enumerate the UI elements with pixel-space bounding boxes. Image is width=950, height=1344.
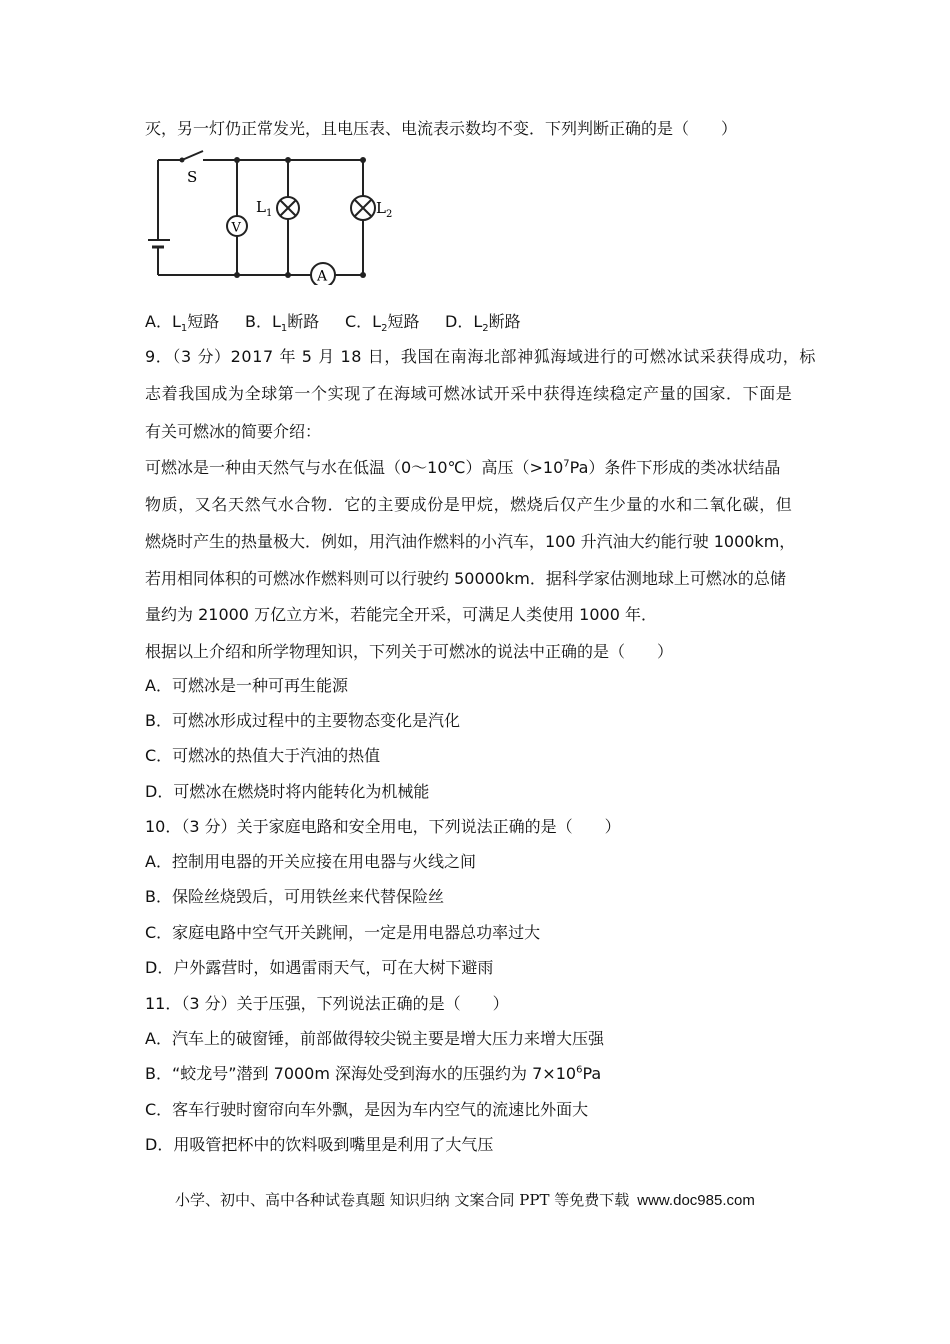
- q9-option-a: A．可燃冰是一种可再生能源: [145, 676, 348, 695]
- ammeter-label: A: [317, 268, 328, 285]
- q9-question: 根据以上介绍和所学物理知识，下列关于可燃冰的说法中正确的是（ ）: [145, 642, 674, 661]
- footer-url-link[interactable]: www.doc985.com: [637, 1192, 755, 1209]
- switch-label: S: [187, 168, 198, 186]
- q11-stem: 11．（3 分）关于压强，下列说法正确的是（ ）: [145, 994, 509, 1013]
- q9-passage-line-5: 量约为 21000 万亿立方米，若能完全开采，可满足人类使用 1000 年．: [145, 605, 657, 624]
- q11-option-c: C．客车行驶时窗帘向车外飘，是因为车内空气的流速比外面大: [145, 1100, 589, 1119]
- footer-text: 小学、初中、高中各种试卷真题 知识归纳 文案合同 PPT 等免费下载: [175, 1191, 630, 1209]
- q10-option-c: C．家庭电路中空气开关跳闸，一定是用电器总功率过大: [145, 923, 541, 942]
- q9-stem-line-3: 有关可燃冰的简要介绍：: [145, 422, 322, 441]
- circuit-diagram: [148, 150, 408, 285]
- switch-blade: [182, 151, 203, 160]
- q10-option-a: A．控制用电器的开关应接在用电器与火线之间: [145, 852, 476, 871]
- q11-option-b: B．“蛟龙号”潜到 7000m 深海处受到海水的压强约为 $7\times 10^6Pa$: [145, 1064, 602, 1083]
- q9-option-b: B．可燃冰形成过程中的主要物态变化是汽化: [145, 711, 460, 730]
- q9-passage-line-1: 可燃冰是一种由天然气与水在低温（0～10℃）高压$(>10^7Pa)$条件下形成的类冰状结晶: [145, 458, 781, 477]
- voltmeter-label: V: [231, 220, 241, 236]
- q10-option-d: D．户外露营时，如遇雷雨天气，可在大树下避雨: [145, 958, 494, 977]
- q10-stem: 10．（3 分）关于家庭电路和安全用电，下列说法正确的是（ ）: [145, 817, 621, 836]
- q8-option-d: D．$L_2$断路: [445, 312, 521, 335]
- q9-passage-line-2: 物质，又名天然气水合物．它的主要成份是甲烷，燃烧后仅产生少量的水和二氧化碳，但: [145, 495, 793, 514]
- lamp-l2-label: $L_2$: [376, 199, 393, 220]
- q11-option-a: A．汽车上的破窗锤，前部做得较尖锐主要是增大压力来增大压强: [145, 1029, 604, 1048]
- lamp-l1-label: $L_1$: [256, 198, 273, 219]
- q11-option-d: D．用吸管把杯中的饮料吸到嘴里是利用了大气压: [145, 1135, 494, 1154]
- q8-option-c: C．$L_2$短路: [345, 312, 420, 335]
- q9-option-d: D．可燃冰在燃烧时将内能转化为机械能: [145, 782, 430, 801]
- q8-option-b: B．$L_1$断路: [245, 312, 320, 335]
- q10-option-b: B．保险丝烧毁后，可用铁丝来代替保险丝: [145, 887, 444, 906]
- q9-stem-line-1: 9．（3 分）2017 年 5 月 18 日，我国在南海北部神狐海域进行的可燃冰试采获得成功，标: [145, 347, 816, 366]
- q8-stem-tail: 灭，另一灯仍正常发光，且电压表、电流表示数均不变．下列判断正确的是（ ）: [145, 119, 738, 138]
- q9-passage-line-4: 若用相同体积的可燃冰作燃料则可以行驶约 50000km．据科学家估测地球上可燃冰的总储: [145, 569, 786, 588]
- q9-option-c: C．可燃冰的热值大于汽油的热值: [145, 746, 381, 765]
- q8-option-a: A．$L_1$短路: [145, 312, 220, 335]
- page-footer: [175, 1190, 755, 1211]
- q9-stem-line-2: 志着我国成为全球第一个实现了在海域可燃冰试开采中获得连续稳定产量的国家．下面是: [145, 384, 793, 403]
- q9-passage-line-3: 燃烧时产生的热量极大．例如，用汽油作燃料的小汽车，100 升汽油大约能行驶 1000km，: [145, 532, 796, 551]
- q8-options: [145, 312, 521, 335]
